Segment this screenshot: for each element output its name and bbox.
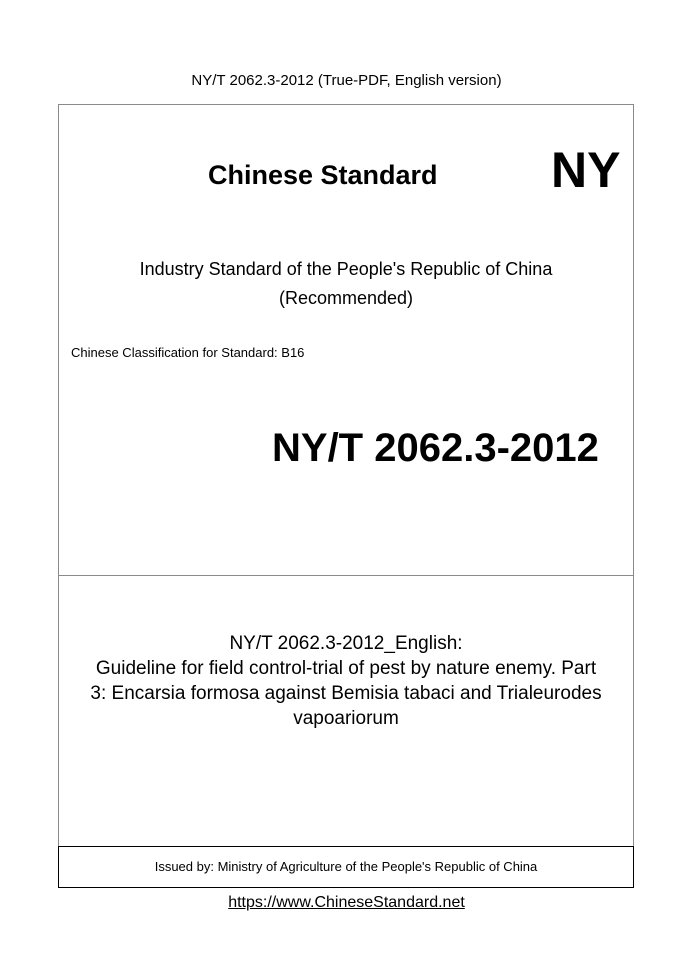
chinese-standard-heading: Chinese Standard bbox=[208, 160, 438, 190]
title-line: 3: Encarsia formosa against Bemisia tabaci and Trialeurodes bbox=[90, 683, 602, 704]
footer bbox=[0, 893, 693, 913]
document-title bbox=[62, 631, 630, 731]
classification-label: Chinese Classification for Standard: B16 bbox=[71, 345, 305, 360]
title-line: vapoariorum bbox=[293, 708, 399, 729]
page-header: NY/T 2062.3-2012 (True-PDF, English version) bbox=[191, 72, 502, 89]
issuer-box bbox=[58, 846, 634, 888]
issuer-text: Issued by: Ministry of Agriculture of the People's Republic of China bbox=[154, 859, 538, 874]
title-line: NY/T 2062.3-2012_English: bbox=[229, 633, 463, 654]
ny-mark: NY bbox=[551, 142, 621, 198]
website-link[interactable]: https://www.ChineseStandard.net bbox=[228, 894, 465, 911]
title-line: Guideline for field control-trial of pest by nature enemy. Part bbox=[95, 658, 597, 679]
industry-standard-line: Industry Standard of the People's Republic of China bbox=[139, 259, 553, 279]
recommended-label: (Recommended) bbox=[278, 288, 414, 308]
standard-number: NY/T 2062.3-2012 bbox=[272, 426, 599, 470]
